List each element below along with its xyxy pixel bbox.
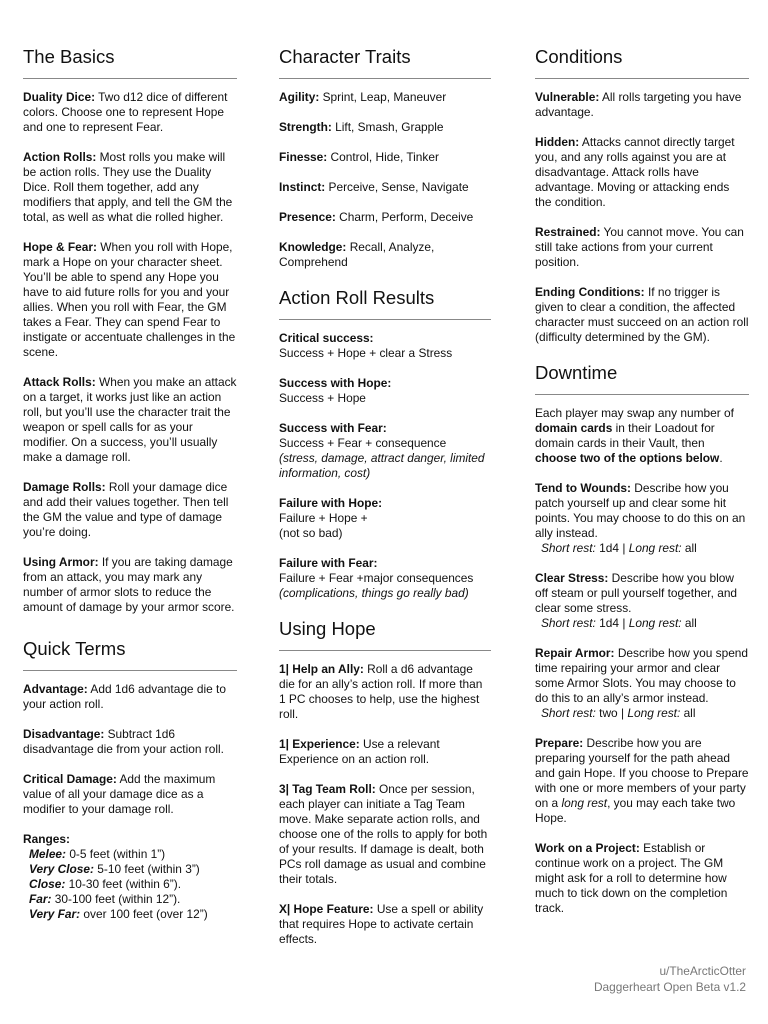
hope-help-ally: 1| Help an Ally: Roll a d6 advantage die for an ally’s action roll. If more than 1 PC chooses to help, use the highest roll. <box>279 662 483 721</box>
section-title-action-roll-results: Action Roll Results <box>279 287 435 308</box>
hope-feature: X| Hope Feature: Use a spell or ability that requires Hope to activate certain effects. <box>279 902 484 946</box>
range-close: Close: 10-30 feet (within 6”). <box>29 877 181 891</box>
downtime-clear-stress: Clear Stress: Describe how you blow off steam or pull yourself together, and clear some stress. Short rest: 1d4 | Long rest: all <box>535 571 738 630</box>
entry-using-armor: Using Armor: If you are taking damage from an attack, you may mark any number of armor slots to reduce the amount of damage by your armor score. <box>23 555 235 614</box>
entry-disadvantage: Disadvantage: Subtract 1d6 disadvantage die from your action roll. <box>23 727 224 756</box>
section-divider <box>535 394 749 395</box>
range-far: Far: 30-100 feet (within 12”). <box>29 892 181 906</box>
downtime-tend-wounds: Tend to Wounds: Describe how you patch yourself up and clear some hit points. You may choose to do this on an ally instead. Short rest: 1d4 | Long rest: all <box>535 481 746 555</box>
trait-presence: Presence: Charm, Perform, Deceive <box>279 210 474 224</box>
hope-tag-team-roll: 3| Tag Team Roll: Once per session, each player can initiate a Tag Team move. Make separate action rolls, and choose one of the rolls to apply for both of your results. If damage is dealt, both PCs roll damage as usual and combine their totals. <box>279 782 488 886</box>
downtime-repair-armor: Repair Armor: Describe how you spend time repairing your armor and clear some Armor Slots. You may choose to do this to an ally’s armor instead. Short rest: two | Long rest: all <box>535 646 749 720</box>
entry-damage-rolls: Damage Rolls: Roll your damage dice and add their values together. Then tell the GM the value and type of damage you’re doing. <box>23 480 229 539</box>
hope-experience: 1| Experience: Use a relevant Experience on an action roll. <box>279 737 440 766</box>
footer-author: u/TheArcticOtter <box>659 964 746 978</box>
section-title-conditions: Conditions <box>535 46 623 67</box>
column-2 <box>279 44 491 962</box>
section-divider <box>23 78 237 79</box>
section-title-quick-terms: Quick Terms <box>23 638 126 659</box>
section-divider <box>535 78 749 79</box>
section-divider <box>279 78 491 79</box>
downtime-work-project: Work on a Project: Establish or continue work on a project. The GM might ask for a roll to determine how much to tick down on the completion track. <box>535 841 728 915</box>
result-success-with-hope: Success with Hope: Success + Hope <box>279 376 392 405</box>
condition-ending: Ending Conditions: If no trigger is given to clear a condition, the affected character must succeed on an action roll (difficulty determined by the GM). <box>535 285 749 344</box>
page-footer <box>594 963 746 995</box>
section-divider <box>23 670 237 671</box>
range-very-close: Very Close: 5-10 feet (within 3”) <box>29 862 200 876</box>
footer-version: Daggerheart Open Beta v1.2 <box>593 980 746 994</box>
column-3 <box>535 44 749 931</box>
entry-critical-damage: Critical Damage: Add the maximum value of all your damage dice as a modifier to your damage roll. <box>23 772 216 816</box>
result-success-with-fear: Success with Fear: Success + Fear + consequence (stress, damage, attract danger, limited information, cost) <box>279 421 485 480</box>
entry-attack-rolls: Attack Rolls: When you make an attack on a target, it works just like an action roll, but you’ll use the character trait the weapon or spell calls for as your modifier. On a success, you’ll usually make a damage roll. <box>23 375 237 464</box>
section-title-using-hope: Using Hope <box>279 618 376 639</box>
trait-agility: Agility: Sprint, Leap, Maneuver <box>279 90 447 104</box>
section-title-character-traits: Character Traits <box>279 46 411 67</box>
entry-duality-dice: Duality Dice: Two d12 dice of different colors. Choose one to represent Hope and one to represent Fear. <box>23 90 228 134</box>
entry-action-rolls: Action Rolls: Most rolls you make will be action rolls. They use the Duality Dice. Roll them together, add any modifiers that apply, and tell the GM the total, as well as what die rolled higher. <box>23 150 233 224</box>
column-1 <box>23 44 237 937</box>
entry-hope-fear: Hope & Fear: When you roll with Hope, mark a Hope on your character sheet. You’ll be able to spend any Hope you have to aid future rolls for you and your allies. When you roll with Fear, the GM takes a Fear. They can spend Fear to instigate or accentuate challenges in the scene. <box>23 240 236 359</box>
range-very-far: Very Far: over 100 feet (over 12”) <box>29 907 208 921</box>
result-failure-with-fear: Failure with Fear: Failure + Fear +major consequences (complications, things go really bad) <box>279 556 474 600</box>
section-divider <box>279 319 491 320</box>
section-title-basics: The Basics <box>23 46 115 67</box>
trait-strength: Strength: Lift, Smash, Grapple <box>279 120 444 134</box>
condition-restrained: Restrained: You cannot move. You can still take actions from your current position. <box>535 225 744 269</box>
entry-advantage: Advantage: Add 1d6 advantage die to your action roll. <box>23 682 226 711</box>
section-divider <box>279 650 491 651</box>
downtime-intro: Each player may swap any number of domain cards in their Loadout for domain cards in their Vault, then choose two of the options below. <box>535 406 734 465</box>
downtime-prepare: Prepare: Describe how you are preparing yourself for the path ahead and gain Hope. If you choose to Prepare with one or more members of your party on a long rest, you may each take two Hope. <box>535 736 749 825</box>
entry-ranges: Ranges: Melee: 0-5 feet (within 1”) Very Close: 5-10 feet (within 3”) Close: 10-30 feet (within 6”). Far: 30-100 feet (within 12”). Very Far: over 100 feet (over 12”) <box>23 832 208 921</box>
trait-finesse: Finesse: Control, Hide, Tinker <box>279 150 439 164</box>
trait-knowledge: Knowledge: Recall, Analyze, Comprehend <box>279 240 435 269</box>
trait-instinct: Instinct: Perceive, Sense, Navigate <box>279 180 469 194</box>
result-failure-with-hope: Failure with Hope: Failure + Hope + (not so bad) <box>279 496 383 540</box>
result-critical-success: Critical success: Success + Hope + clear a Stress <box>279 331 453 360</box>
range-melee: Melee: 0-5 feet (within 1”) <box>29 847 166 861</box>
section-title-downtime: Downtime <box>535 362 618 383</box>
condition-vulnerable: Vulnerable: All rolls targeting you have advantage. <box>535 90 742 119</box>
condition-hidden: Hidden: Attacks cannot directly target you, and any rolls against you are at disadvantage. Attack rolls have advantage. Moving or attacking ends the condition. <box>535 135 735 209</box>
